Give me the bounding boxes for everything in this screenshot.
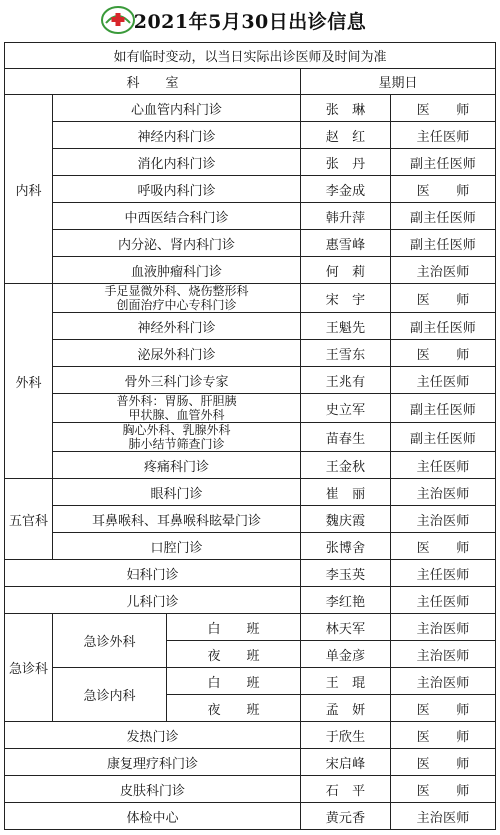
clinic-name: 儿科门诊: [5, 587, 301, 614]
doctor-name: 张 琳: [301, 95, 391, 122]
emergency-surgery-label: 急诊外科: [53, 614, 167, 668]
doctor-title: 主任医师: [391, 587, 496, 614]
doctor-title: 医 师: [391, 695, 496, 722]
day-shift-label: 白 班: [167, 614, 301, 641]
doctor-name: 韩升萍: [301, 203, 391, 230]
table-row: [5, 176, 496, 203]
doctor-title: 主治医师: [391, 614, 496, 641]
clinic-name: 神经外科门诊: [53, 313, 301, 340]
clinic-name: 疼痛科门诊: [53, 452, 301, 479]
table-row: [5, 722, 496, 749]
clinic-name: 消化内科门诊: [53, 149, 301, 176]
clinic-name: 中西医结合科门诊: [53, 203, 301, 230]
table-row: [5, 43, 496, 69]
clinic-name-line: 胸心外科、乳腺外科: [122, 423, 231, 437]
clinic-name: 心血管内科门诊: [53, 95, 301, 122]
doctor-name: 宋 宇: [301, 284, 391, 313]
doctor-title: 副主任医师: [391, 423, 496, 452]
table-row: [5, 284, 496, 313]
table-row: [5, 122, 496, 149]
notice-text: 如有临时变动，以当日实际出诊医师及时间为准: [5, 43, 496, 69]
doctor-name: 林天军: [301, 614, 391, 641]
table-row: [5, 340, 496, 367]
doctor-title: 副主任医师: [391, 149, 496, 176]
table-row: [5, 149, 496, 176]
table-row: [5, 203, 496, 230]
table-row: [5, 776, 496, 803]
night-shift-label: 夜 班: [167, 641, 301, 668]
table-row: [5, 803, 496, 830]
clinic-name: 耳鼻喉科、耳鼻喉科眩晕门诊: [53, 506, 301, 533]
clinic-name-line: 创面治疗中心专科门诊: [116, 298, 237, 312]
clinic-name: 妇科门诊: [5, 560, 301, 587]
clinic-name: 神经内科门诊: [53, 122, 301, 149]
clinic-name: 体检中心: [5, 803, 301, 830]
doctor-title: 医 师: [391, 95, 496, 122]
table-row: [5, 423, 496, 452]
schedule-table: [4, 42, 496, 830]
doctor-name: 于欣生: [301, 722, 391, 749]
clinic-name: [53, 423, 301, 452]
doctor-title: 医 师: [391, 533, 496, 560]
doctor-name: 崔 丽: [301, 479, 391, 506]
doctor-name: 李玉英: [301, 560, 391, 587]
table-row: [5, 614, 496, 641]
clinic-name: 血液肿瘤科门诊: [53, 257, 301, 284]
clinic-name: 康复理疗科门诊: [5, 749, 301, 776]
doctor-title: 主治医师: [391, 506, 496, 533]
dept-header: 科 室: [5, 69, 301, 95]
clinic-name: [53, 284, 301, 313]
table-row: [5, 257, 496, 284]
clinic-name: 口腔门诊: [53, 533, 301, 560]
doctor-name: 魏庆霞: [301, 506, 391, 533]
clinic-name: 发热门诊: [5, 722, 301, 749]
doctor-title: 副主任医师: [391, 394, 496, 423]
table-row: [5, 394, 496, 423]
doctor-title: 主任医师: [391, 560, 496, 587]
doctor-title: 主任医师: [391, 452, 496, 479]
table-row: [5, 313, 496, 340]
table-row: [5, 506, 496, 533]
table-row: [5, 69, 496, 95]
clinic-name-line: 手足显微外科、烧伤整形科: [104, 284, 249, 298]
table-row: [5, 560, 496, 587]
doctor-title: 主治医师: [391, 641, 496, 668]
doctor-name: 赵 红: [301, 122, 391, 149]
doctor-name: 王兆有: [301, 367, 391, 394]
doctor-name: 惠雪峰: [301, 230, 391, 257]
table-row: [5, 587, 496, 614]
doctor-name: 石 平: [301, 776, 391, 803]
doctor-title: 主治医师: [391, 803, 496, 830]
doctor-title: 主治医师: [391, 479, 496, 506]
clinic-name-line: 甲状腺、血管外科: [128, 408, 225, 422]
doctor-title: 医 师: [391, 722, 496, 749]
doctor-name: 李红艳: [301, 587, 391, 614]
group-label-emergency: 急诊科: [5, 614, 53, 722]
clinic-name: 泌尿外科门诊: [53, 340, 301, 367]
table-row: [5, 230, 496, 257]
night-shift-label: 夜 班: [167, 695, 301, 722]
doctor-name: 王魁先: [301, 313, 391, 340]
clinic-name-line: 肺小结节筛查门诊: [128, 437, 225, 451]
doctor-title: 主任医师: [391, 367, 496, 394]
doctor-name: 王 琨: [301, 668, 391, 695]
emergency-medicine-label: 急诊内科: [53, 668, 167, 722]
doctor-name: 何 莉: [301, 257, 391, 284]
table-row: [5, 479, 496, 506]
doctor-title: 副主任医师: [391, 203, 496, 230]
doctor-name: 单金彦: [301, 641, 391, 668]
group-label-five: 五官科: [5, 479, 53, 560]
clinic-name: 眼科门诊: [53, 479, 301, 506]
doctor-title: 医 师: [391, 749, 496, 776]
table-row: [5, 668, 496, 695]
clinic-name: [53, 394, 301, 423]
doctor-title: 医 师: [391, 340, 496, 367]
doctor-title: 医 师: [391, 776, 496, 803]
clinic-name: 内分泌、肾内科门诊: [53, 230, 301, 257]
table-row: [5, 533, 496, 560]
doctor-name: 张 丹: [301, 149, 391, 176]
doctor-name: 张博舍: [301, 533, 391, 560]
page-title: 2021年5月30日出诊信息: [133, 10, 367, 33]
doctor-title: 医 师: [391, 176, 496, 203]
clinic-name-line: 普外科：胃肠、肝胆胰: [116, 394, 237, 408]
doctor-name: 王金秋: [301, 452, 391, 479]
doctor-name: 李金成: [301, 176, 391, 203]
table-row: [5, 95, 496, 122]
table-row: [5, 749, 496, 776]
doctor-title: 副主任医师: [391, 313, 496, 340]
doctor-name: 孟 妍: [301, 695, 391, 722]
clinic-name: 呼吸内科门诊: [53, 176, 301, 203]
clinic-name: 骨外三科门诊专家: [53, 367, 301, 394]
table-row: [5, 452, 496, 479]
day-shift-label: 白 班: [167, 668, 301, 695]
table-row: [5, 367, 496, 394]
doctor-title: 主任医师: [391, 122, 496, 149]
group-label-internal: 内科: [5, 95, 53, 284]
doctor-title: 主治医师: [391, 257, 496, 284]
doctor-name: 黄元香: [301, 803, 391, 830]
group-label-surgery: 外科: [5, 284, 53, 479]
clinic-name: 皮肤科门诊: [5, 776, 301, 803]
doctor-name: 史立军: [301, 394, 391, 423]
doctor-name: 宋启峰: [301, 749, 391, 776]
doctor-name: 苗春生: [301, 423, 391, 452]
day-header: 星期日: [301, 69, 496, 95]
doctor-title: 主治医师: [391, 668, 496, 695]
doctor-title: 医 师: [391, 284, 496, 313]
doctor-name: 王雪东: [301, 340, 391, 367]
doctor-title: 副主任医师: [391, 230, 496, 257]
